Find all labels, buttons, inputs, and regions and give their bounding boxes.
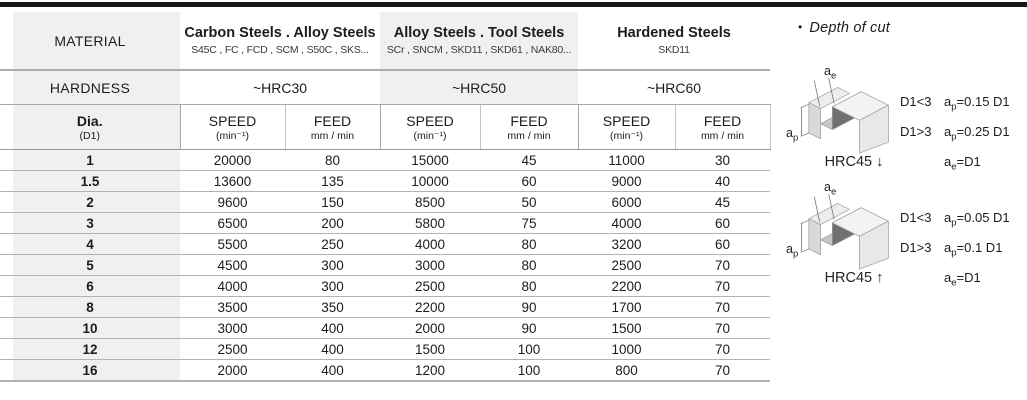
feed-label: FEED (703, 112, 742, 129)
diameter-value: 3 (0, 213, 180, 234)
feed-value: 45 (675, 192, 770, 213)
speed-value: 1500 (578, 318, 675, 339)
diameter-value: 8 (0, 297, 180, 318)
arrow-icon: ↓ (876, 154, 884, 170)
feed-value: 80 (480, 234, 578, 255)
table-row (0, 339, 770, 360)
feed-value: 300 (285, 276, 380, 297)
speed-value: 9600 (180, 192, 285, 213)
depth-formula-line (900, 240, 1027, 270)
speed-value: 1700 (578, 297, 675, 318)
table-row (0, 276, 770, 297)
hardness-value: ~HRC60 (578, 70, 770, 105)
diameter-value: 12 (0, 339, 180, 360)
feed-value: 70 (675, 360, 770, 382)
speed-value: 6000 (578, 192, 675, 213)
feed-value: 30 (675, 150, 770, 171)
speed-value: 5800 (380, 213, 480, 234)
diameter-header (0, 105, 180, 150)
hardness-header: HARDNESS (0, 70, 180, 105)
feed-label: FEED (510, 112, 548, 129)
depth-of-cut-diagram (788, 178, 1027, 294)
speed-value: 1000 (578, 339, 675, 360)
feed-value: 70 (675, 276, 770, 297)
table-row (0, 213, 770, 234)
feed-value: 50 (480, 192, 578, 213)
table-row (0, 360, 770, 382)
material-group-header (380, 12, 578, 70)
speed-label: SPEED (406, 112, 454, 129)
feed-value: 400 (285, 339, 380, 360)
speed-label: SPEED (602, 112, 651, 129)
feed-unit: mm / min (507, 129, 551, 142)
speed-value: 3000 (380, 255, 480, 276)
depth-formula-line (900, 124, 1027, 154)
speed-label: SPEED (208, 112, 257, 129)
ae-dimension-label: $a_e$ (824, 64, 837, 82)
diameter-condition: D1>3 (900, 124, 932, 139)
speed-value: 2200 (578, 276, 675, 297)
table-row (0, 255, 770, 276)
depth-formula: $a_p=0.05$ D1 (944, 210, 1010, 229)
diameter-condition: D1>3 (900, 240, 932, 255)
table-row (0, 318, 770, 339)
hardness-caption: HRC45 ↓ (824, 154, 884, 170)
hardness-value: ~HRC30 (180, 70, 380, 105)
feed-column-header (675, 105, 770, 150)
depth-formula-line (900, 270, 1027, 300)
material-group-title: Alloy Steels . Tool Steels (393, 25, 565, 41)
speed-value: 10000 (380, 171, 480, 192)
feed-value: 75 (480, 213, 578, 234)
feed-value: 70 (675, 255, 770, 276)
speed-unit: (min⁻¹) (216, 129, 249, 142)
depth-formula: $a_e=D1$ (944, 154, 981, 173)
speed-value: 15000 (380, 150, 480, 171)
diameter-value: 5 (0, 255, 180, 276)
speed-column-header (578, 105, 675, 150)
speed-value: 9000 (578, 171, 675, 192)
table-row (0, 171, 770, 192)
feed-unit: mm / min (700, 129, 745, 142)
feed-value: 100 (480, 360, 578, 382)
depth-of-cut-title: • Depth of cut (798, 20, 890, 36)
material-group-title: Hardened Steels (617, 25, 731, 41)
diameter-value: 1.5 (0, 171, 180, 192)
diameter-value: 2 (0, 192, 180, 213)
speed-value: 1500 (380, 339, 480, 360)
diameter-value: 4 (0, 234, 180, 255)
speed-column-header (380, 105, 480, 150)
diameter-value: 16 (0, 360, 180, 382)
speed-value: 3000 (180, 318, 285, 339)
diameter-value: 10 (0, 318, 180, 339)
speed-value: 2500 (380, 276, 480, 297)
dia-label: Dia. (76, 112, 103, 129)
table-row (0, 234, 770, 255)
feed-value: 60 (675, 213, 770, 234)
speed-value: 4000 (578, 213, 675, 234)
speed-unit: (min⁻¹) (610, 129, 643, 142)
feed-value: 70 (675, 339, 770, 360)
feed-value: 350 (285, 297, 380, 318)
hardness-row (0, 70, 770, 105)
feed-column-header (480, 105, 578, 150)
hardness-caption: HRC45 ↑ (824, 270, 884, 286)
depth-formula-line (900, 94, 1027, 124)
dia-sublabel: (D1) (79, 129, 100, 142)
speed-value: 13600 (180, 171, 285, 192)
speed-value: 4500 (180, 255, 285, 276)
feed-value: 300 (285, 255, 380, 276)
depth-formulas (900, 210, 1027, 300)
feed-value: 70 (675, 297, 770, 318)
feed-label: FEED (313, 112, 352, 129)
hardness-value: ~HRC50 (380, 70, 578, 105)
feed-value: 60 (675, 234, 770, 255)
speed-value: 2200 (380, 297, 480, 318)
feed-value: 60 (480, 171, 578, 192)
speed-column-header (180, 105, 285, 150)
feed-value: 250 (285, 234, 380, 255)
speed-value: 800 (578, 360, 675, 382)
depth-of-cut-panel (780, 0, 1027, 330)
feed-value: 40 (675, 171, 770, 192)
speed-value: 5500 (180, 234, 285, 255)
material-header: MATERIAL (0, 12, 180, 70)
ae-dimension-label: $a_e$ (824, 180, 837, 198)
material-group-header (578, 12, 770, 70)
feed-value: 80 (480, 255, 578, 276)
material-group-examples: SKD11 (658, 44, 690, 56)
speed-value: 3200 (578, 234, 675, 255)
feed-value: 90 (480, 318, 578, 339)
material-group-examples: S45C , FC , FCD , SCM , S50C , SKS... (191, 44, 369, 56)
feed-value: 400 (285, 318, 380, 339)
speed-value: 8500 (380, 192, 480, 213)
depth-formula: $a_e=D1$ (944, 270, 981, 289)
depth-formula: $a_p=0.1$ D1 (944, 240, 1003, 259)
diameter-value: 1 (0, 150, 180, 171)
speed-value: 2500 (578, 255, 675, 276)
material-group-examples: SCr , SNCM , SKD11 , SKD61 , NAK80... (386, 44, 572, 56)
depth-of-cut-diagram (788, 62, 1027, 178)
column-header-row (0, 105, 770, 150)
feed-value: 400 (285, 360, 380, 382)
bullet-icon: • (798, 20, 803, 34)
speed-value: 4000 (380, 234, 480, 255)
speeds-feeds-table (0, 12, 771, 382)
table-row (0, 150, 770, 171)
depth-formula: $a_p=0.15$ D1 (944, 94, 1010, 113)
diameter-condition: D1<3 (900, 210, 932, 225)
ap-dimension-label: $a_p$ (786, 126, 799, 144)
ap-dimension-label: $a_p$ (786, 242, 799, 260)
feed-value: 135 (285, 171, 380, 192)
speed-value: 2000 (180, 360, 285, 382)
speed-value: 2000 (380, 318, 480, 339)
feed-value: 70 (675, 318, 770, 339)
material-group-header (180, 12, 380, 70)
feed-column-header (285, 105, 380, 150)
speed-value: 20000 (180, 150, 285, 171)
speed-value: 2500 (180, 339, 285, 360)
speed-value: 4000 (180, 276, 285, 297)
feed-value: 80 (480, 276, 578, 297)
depth-formulas (900, 94, 1027, 184)
feed-value: 45 (480, 150, 578, 171)
feed-value: 150 (285, 192, 380, 213)
arrow-icon: ↑ (876, 270, 884, 286)
depth-formula: $a_p=0.25$ D1 (944, 124, 1010, 143)
table-row (0, 192, 770, 213)
diameter-value: 6 (0, 276, 180, 297)
feed-unit: mm / min (310, 129, 355, 142)
material-group-title: Carbon Steels . Alloy Steels (184, 25, 376, 41)
speed-value: 1200 (380, 360, 480, 382)
feed-value: 90 (480, 297, 578, 318)
material-row (0, 12, 770, 70)
table-row (0, 297, 770, 318)
speed-value: 11000 (578, 150, 675, 171)
speed-value: 3500 (180, 297, 285, 318)
feed-value: 100 (480, 339, 578, 360)
diameter-condition: D1<3 (900, 94, 932, 109)
speed-unit: (min⁻¹) (413, 129, 447, 142)
feed-value: 200 (285, 213, 380, 234)
depth-formula-line (900, 210, 1027, 240)
speed-value: 6500 (180, 213, 285, 234)
feed-value: 80 (285, 150, 380, 171)
